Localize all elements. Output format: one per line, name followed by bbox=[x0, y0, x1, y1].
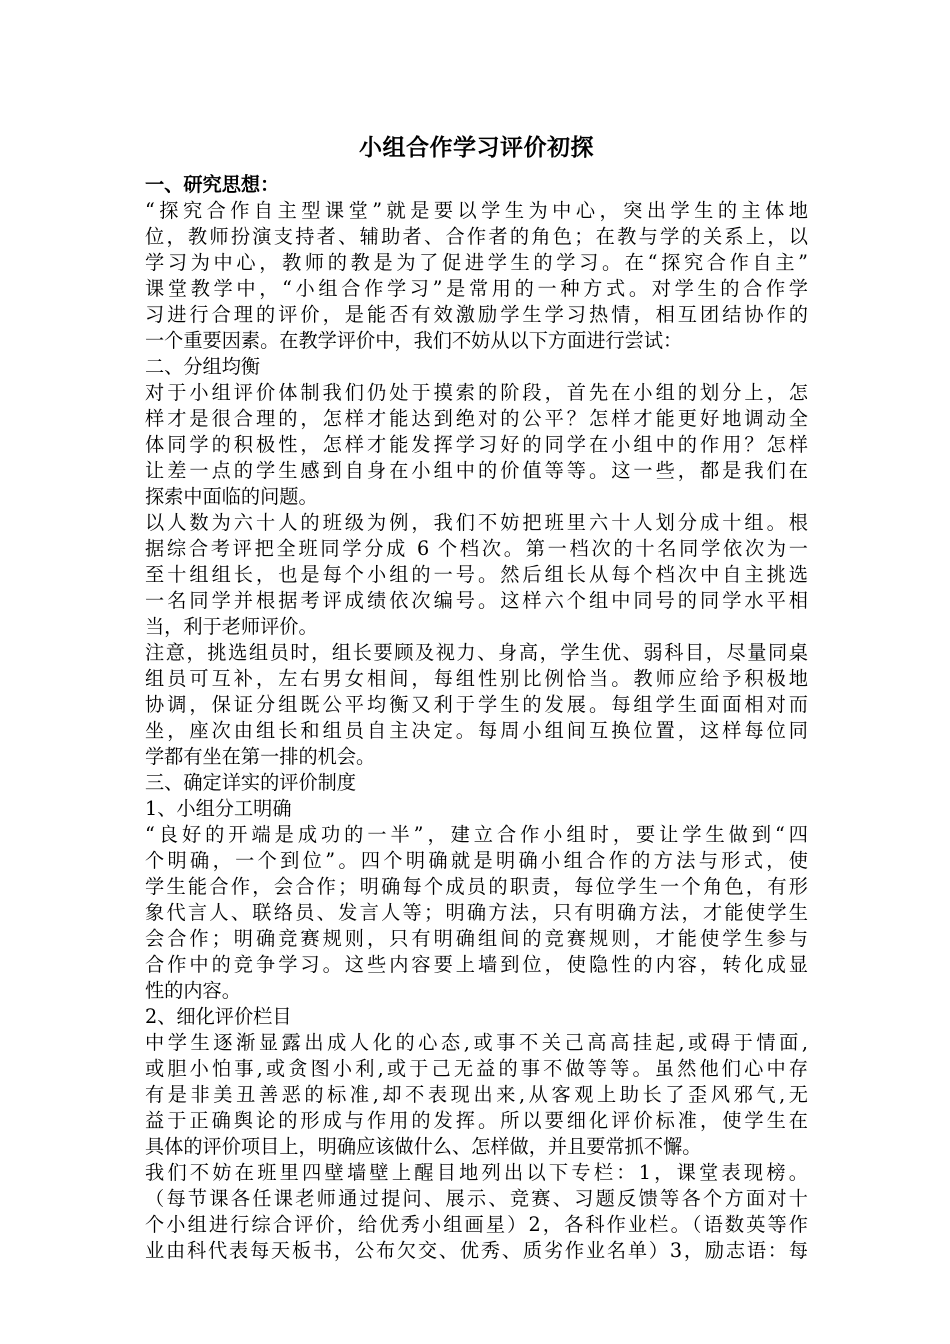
text-line: 学习为中心，教师的教是为了促进学生的学习。在“探究合作自主” bbox=[145, 251, 808, 274]
section-heading: 一、研究思想： bbox=[145, 173, 280, 196]
text-line: 我们不妨在班里四壁墙壁上醒目地列出以下专栏：1，课堂表现榜。 bbox=[145, 1161, 808, 1184]
text-line: 个小组进行综合评价，给优秀小组画星）2，各科作业栏。（语数英等作 bbox=[145, 1213, 808, 1236]
section-heading: 1、小组分工明确 bbox=[145, 797, 292, 820]
text-line: 或胆小怕事,或贪图小利,或于己无益的事不做等等。虽然他们心中存 bbox=[145, 1057, 808, 1080]
text-line: 个明确，一个到位”。四个明确就是明确小组合作的方法与形式，使 bbox=[145, 849, 808, 872]
text-line: 一个重要因素。在教学评价中，我们不妨从以下方面进行尝试： bbox=[145, 329, 683, 352]
document-section bbox=[145, 354, 808, 770]
text-line: 注意，挑选组员时，组长要顾及视力、身高，学生优、弱科目，尽量同桌 bbox=[145, 641, 808, 664]
text-line: 学都有坐在第一排的机会。 bbox=[145, 745, 376, 768]
text-line: 课堂教学中，“小组合作学习”是常用的一种方式。对学生的合作学 bbox=[145, 277, 808, 300]
text-line: 组员可互补，左右男女相间，每组性别比例恰当。教师应给予积极地 bbox=[145, 667, 808, 690]
text-line: 坐，座次由组长和组员自主决定。每周小组间互换位置，这样每位同 bbox=[145, 719, 808, 742]
text-line: 性的内容。 bbox=[145, 979, 241, 1002]
text-line: 合作中的竞争学习。这些内容要上墙到位，使隐性的内容，转化成显 bbox=[145, 953, 808, 976]
text-line: 当，利于老师评价。 bbox=[145, 615, 318, 638]
text-line: “探究合作自主型课堂”就是要以学生为中心，突出学生的主体地 bbox=[145, 199, 808, 222]
paragraph bbox=[145, 822, 808, 1004]
paragraph bbox=[145, 510, 808, 640]
text-line: 学生能合作，会合作；明确每个成员的职责，每位学生一个角色，有形 bbox=[145, 875, 808, 898]
section-heading: 二、分组均衡 bbox=[145, 355, 261, 378]
text-line: 体同学的积极性，怎样才能发挥学习好的同学在小组中的作用？怎样 bbox=[145, 433, 808, 456]
document-section bbox=[145, 1004, 808, 1264]
text-line: 象代言人、联络员、发言人等；明确方法，只有明确方法，才能使学生 bbox=[145, 901, 808, 924]
text-line: 以人数为六十人的班级为例，我们不妨把班里六十人划分成十组。根 bbox=[145, 511, 808, 534]
text-line: “良好的开端是成功的一半”，建立合作小组时，要让学生做到“四 bbox=[145, 823, 808, 846]
paragraph bbox=[145, 640, 808, 770]
document-title: 小组合作学习评价初探 bbox=[359, 134, 594, 161]
document-section bbox=[145, 172, 808, 354]
paragraph bbox=[145, 1030, 808, 1160]
text-line: （每节课各任课老师通过提问、展示、竞赛、习题反馈等各个方面对十 bbox=[145, 1187, 808, 1210]
text-line: 对于小组评价体制我们仍处于摸索的阶段，首先在小组的划分上，怎 bbox=[145, 381, 808, 404]
document-section bbox=[145, 770, 808, 796]
text-line: 协调，保证分组既公平均衡又利于学生的发展。每组学生面面相对而 bbox=[145, 693, 808, 716]
text-line: 中学生逐渐显露出成人化的心态,或事不关己高高挂起,或碍于情面, bbox=[145, 1031, 808, 1054]
paragraph bbox=[145, 380, 808, 510]
text-line: 样才是很合理的，怎样才能达到绝对的公平？怎样才能更好地调动全 bbox=[145, 407, 808, 430]
document-section bbox=[145, 796, 808, 1004]
text-line: 会合作；明确竞赛规则，只有明确组间的竞赛规则，才能使学生参与 bbox=[145, 927, 808, 950]
paragraph bbox=[145, 198, 808, 354]
text-line: 一名同学并根据考评成绩依次编号。这样六个组中同号的同学水平相 bbox=[145, 589, 808, 612]
text-line: 业由科代表每天板书，公布欠交、优秀、质劣作业名单）3，励志语：每 bbox=[145, 1239, 808, 1262]
document-body bbox=[145, 172, 808, 1264]
text-line: 位，教师扮演支持者、辅助者、合作者的角色；在教与学的关系上，以 bbox=[145, 225, 808, 248]
text-line: 探索中面临的问题。 bbox=[145, 485, 318, 508]
text-line: 至十组组长，也是每个小组的一号。然后组长从每个档次中自主挑选 bbox=[145, 563, 808, 586]
text-line: 益于正确舆论的形成与作用的发挥。所以要细化评价标准，使学生在 bbox=[145, 1109, 808, 1132]
paragraph bbox=[145, 1160, 808, 1264]
text-line: 具体的评价项目上，明确应该做什么、怎样做，并且要常抓不懈。 bbox=[145, 1135, 702, 1158]
section-heading: 三、确定详实的评价制度 bbox=[145, 771, 357, 794]
text-line: 让差一点的学生感到自身在小组中的价值等等。这一些，都是我们在 bbox=[145, 459, 808, 482]
document-page bbox=[145, 128, 808, 1264]
text-line: 有是非美丑善恶的标准,却不表现出来,从客观上助长了歪风邪气,无 bbox=[145, 1083, 808, 1106]
text-line: 据综合考评把全班同学分成 6 个档次。第一档次的十名同学依次为一 bbox=[145, 537, 808, 560]
section-heading: 2、细化评价栏目 bbox=[145, 1005, 292, 1028]
text-line: 习进行合理的评价，是能否有效激励学生学习热情，相互团结协作的 bbox=[145, 303, 808, 326]
